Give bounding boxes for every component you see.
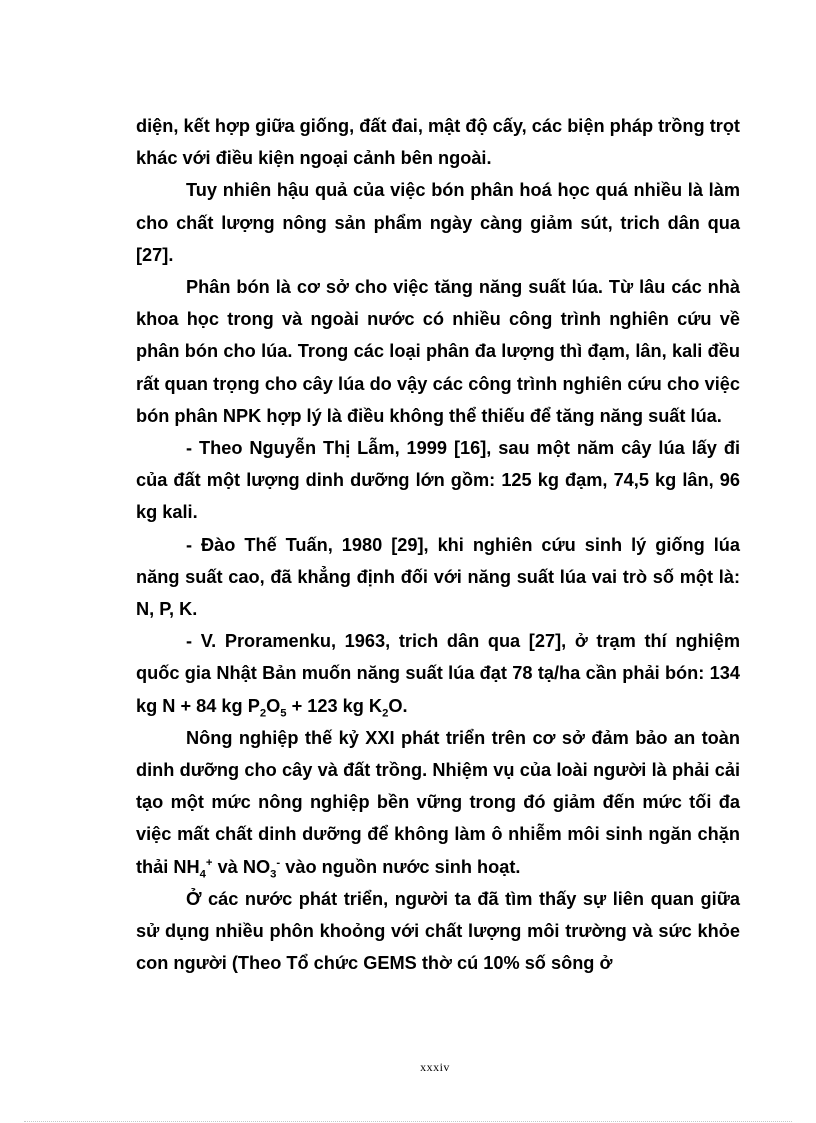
paragraph-7-text: vào nguồn nước sinh hoạt. — [280, 856, 521, 877]
paragraph-7-text: và NO — [212, 856, 271, 877]
page-bottom-divider — [24, 1121, 792, 1122]
subscript: 2 — [259, 707, 267, 720]
subscript: 2 — [382, 707, 389, 720]
paragraph-6-text: + 123 kg K — [286, 695, 383, 716]
paragraph-6-text: O. — [388, 695, 408, 716]
paragraph-6-text: O — [266, 695, 281, 716]
paragraph-6 — [136, 625, 740, 722]
subscript: 4 — [199, 868, 206, 881]
paragraph-3: Phân bón là cơ sở cho việc tăng năng suất lúa. Từ lâu các nhà khoa học trong và ngoài nước có nhiều công trình nghiên cứu về phân bón cho lúa. Trong các loại phân đa lượng thì đạm, lân, kali đều rất quan trọng cho cây lúa do vậy các công trình nghiên cứu cho việc bón phân NPK hợp lý là điều không thể thiếu để tăng năng suất lúa. — [136, 277, 740, 426]
subscript: 3 — [270, 868, 277, 881]
page-number: xxxiv — [420, 1060, 450, 1074]
paragraph-6-text: - V. Proramenku, 1963, trich dân qua [27], ở trạm thí nghiệm quốc gia Nhật Bản muốn năng suất lúa đạt 78 tạ/ha cần phải bón: 134 kg N + 84 kg P — [136, 631, 740, 716]
paragraph-2: Tuy nhiên hậu quả của việc bón phân hoá học quá nhiều là làm cho chất lượng nông sản phẩm ngày càng giảm sút, trich dân qua [27]. — [136, 180, 740, 265]
paragraph-4: - Theo Nguyễn Thị Lẫm, 1999 [16], sau một năm cây lúa lấy đi của đất một lượng dinh dưỡng lớn gồm: 125 kg đạm, 74,5 kg lân, 96 kg kali. — [136, 438, 740, 523]
superscript: - — [276, 856, 281, 869]
paragraph-8: Ở các nước phát triển, người ta đã tìm thấy sự liên quan giữa sử dụng nhiều phôn khoỏng với chất lượng môi trường và sức khỏe con người (Theo Tổ chức GEMS thờ cú 10% số sông ở — [136, 888, 740, 974]
paragraph-7-text: Nông nghiệp thế kỷ XXI phát triển trên cơ sở đảm bảo an toàn dinh dưỡng cho cây và đất trồng. Nhiệm vụ của loài người là phải cải tạo một mức nông nghiệp bền vững trong đó giảm đến mức tối đa việc mất chất dinh dưỡng để không làm ô nhiễm môi sinh ngăn chặn thải NH — [136, 727, 740, 877]
superscript: + — [205, 856, 213, 869]
document-body — [136, 110, 740, 979]
paragraph-5: - Đào Thế Tuấn, 1980 [29], khi nghiên cứu sinh lý giống lúa năng suất cao, đã khẳng định đối với năng suất lúa vai trò số một là: N, P, K. — [136, 534, 740, 620]
paragraph-1: diện, kết hợp giữa giống, đất đai, mật độ cấy, các biện pháp trồng trọt khác với điều kiện ngoại cảnh bên ngoài. — [136, 116, 740, 169]
paragraph-7 — [136, 722, 740, 883]
subscript: 5 — [280, 707, 287, 720]
